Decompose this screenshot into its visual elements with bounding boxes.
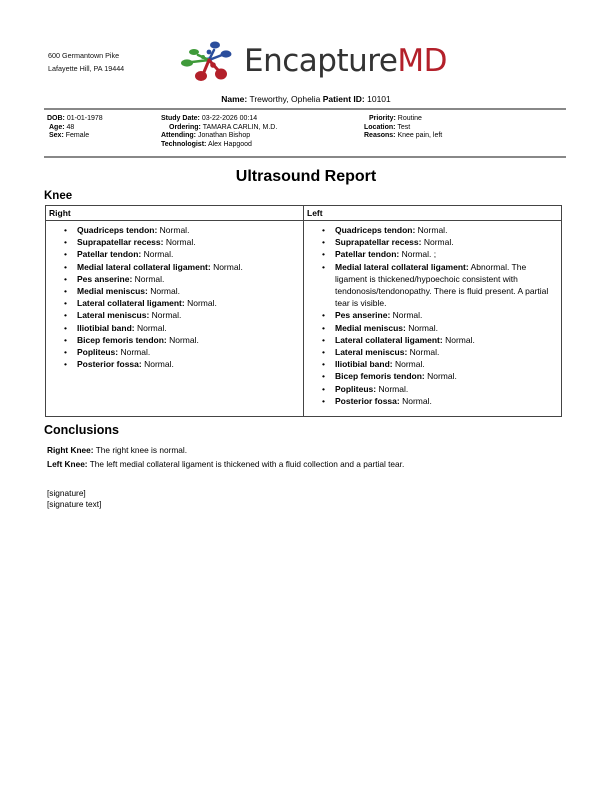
finding-value: Normal. <box>394 359 425 370</box>
conclusions-heading: Conclusions <box>44 423 120 437</box>
finding-label: Popliteus: <box>77 347 119 358</box>
finding-value: Normal. <box>144 359 174 370</box>
finding-value: Normal. <box>134 273 165 284</box>
age-value: 48 <box>66 123 75 131</box>
right-finding-item <box>46 236 299 248</box>
left-finding-item <box>304 395 557 407</box>
priority-row <box>364 115 442 124</box>
right-findings-cell <box>46 221 304 417</box>
encapturemd-logo <box>178 38 448 86</box>
left-finding-item <box>304 236 557 248</box>
right-finding-item <box>46 346 299 358</box>
ordering-row <box>161 124 277 133</box>
signature-placeholder: [signature] <box>47 488 86 498</box>
finding-value: Normal. <box>378 383 409 394</box>
finding-value: Normal. <box>402 395 432 406</box>
finding-value: Normal. <box>427 371 457 382</box>
finding-value: Normal. <box>417 225 448 235</box>
right-finding-item <box>46 273 299 285</box>
left-finding-item <box>304 346 557 358</box>
priority-value: Routine <box>397 115 422 122</box>
finding-value: Normal. <box>213 261 243 272</box>
dob-label: DOB: <box>47 115 65 122</box>
sex-label: Sex: <box>49 132 64 140</box>
finding-value: Normal. <box>423 237 454 248</box>
finding-label: Suprapatellar recess: <box>77 237 164 248</box>
finding-label: Medial meniscus: <box>335 322 406 333</box>
finding-value: Normal. <box>136 322 167 333</box>
dob-value: 01-01-1978 <box>66 115 103 122</box>
technologist-row <box>161 141 277 150</box>
finding-value: Abnormal. The ligament is thickened/hypoechoic consistent with tendonosis/tendonopathy. There is fluid present. A partial tear is visible. <box>335 261 549 309</box>
finding-label: Lateral collateral ligament: <box>335 334 443 345</box>
finding-value: Normal. <box>143 249 174 260</box>
dob-row <box>47 115 103 124</box>
finding-value: Normal. <box>408 322 438 333</box>
technologist-label: Technologist: <box>161 141 207 149</box>
finding-value: Normal. <box>165 237 196 248</box>
right-finding-item <box>46 309 299 321</box>
right-finding-item <box>46 248 299 260</box>
patient-name-line <box>0 94 612 104</box>
sex-value: Female <box>65 132 90 140</box>
conclusion-text: The right knee is normal. <box>95 445 188 455</box>
finding-label: Medial lateral collateral ligament: <box>77 261 211 272</box>
address-line-2: Lafayette Hill, PA 19444 <box>48 64 125 73</box>
technologist-value: Alex Hapgood <box>207 141 252 149</box>
conclusion-label: Left Knee: <box>47 458 88 469</box>
name-label: Name: <box>221 94 248 104</box>
reasons-row <box>364 132 442 141</box>
left-finding-item <box>304 358 557 370</box>
right-finding-item <box>46 224 299 236</box>
order-column <box>364 115 442 141</box>
study-date-label: Study Date: <box>161 115 200 122</box>
left-finding-item <box>304 309 557 321</box>
location-label: Location: <box>364 123 396 131</box>
finding-label: Suprapatellar recess: <box>335 237 422 248</box>
knee-findings-table <box>45 205 562 417</box>
study-date-row <box>161 115 277 124</box>
study-column <box>161 115 277 150</box>
right-finding-item <box>46 334 299 346</box>
report-title: Ultrasound Report <box>235 168 377 185</box>
left-finding-item <box>304 322 557 334</box>
right-findings-list <box>46 224 299 370</box>
finding-value: Normal. <box>445 334 475 345</box>
logo-text-accent: MD <box>397 42 448 79</box>
right-finding-item <box>46 358 299 370</box>
finding-label: Lateral collateral ligament: <box>77 298 185 309</box>
patient-id-label: Patient ID: <box>322 94 365 104</box>
left-finding-item <box>304 383 557 395</box>
right-column-header: Right <box>46 206 304 221</box>
finding-value: Normal. <box>169 334 199 345</box>
finding-label: Iliotibial band: <box>77 322 135 333</box>
finding-value: Normal. <box>409 347 440 358</box>
conclusion-right-knee <box>47 444 404 458</box>
age-label: Age: <box>49 123 65 131</box>
left-column-header: Left <box>304 206 562 221</box>
header-divider-top <box>44 108 566 110</box>
left-finding-item <box>304 370 557 382</box>
finding-value: Normal. <box>187 298 217 309</box>
signature-block <box>47 488 101 510</box>
signature-text-placeholder: [signature text] <box>47 499 102 509</box>
finding-value: Normal. <box>159 225 190 235</box>
attending-value: Jonathan Bishop <box>197 132 251 140</box>
finding-value: Normal. <box>150 286 180 297</box>
left-findings-list <box>304 224 557 407</box>
finding-label: Quadriceps tendon: <box>77 225 158 235</box>
ordering-value: TAMARA CARLIN, M.D. <box>202 123 278 131</box>
logo-wordmark <box>244 42 448 79</box>
logo-text-main: Encapture <box>244 42 398 79</box>
finding-value: Normal. ; <box>401 249 437 260</box>
finding-label: Posterior fossa: <box>77 359 142 370</box>
practice-address <box>48 49 124 75</box>
header-divider-bottom <box>44 156 566 158</box>
reasons-value: Knee pain, left <box>397 132 443 140</box>
priority-label: Priority: <box>369 115 396 122</box>
finding-label: Patellar tendon: <box>335 249 400 260</box>
section-heading-knee: Knee <box>44 190 73 202</box>
attending-label: Attending: <box>161 132 196 140</box>
patient-name: Treworthy, Ophelia <box>249 94 321 104</box>
sex-row <box>47 132 103 141</box>
left-finding-item <box>304 334 557 346</box>
reasons-label: Reasons: <box>364 132 396 140</box>
finding-label: Iliotibial band: <box>335 359 393 370</box>
age-row <box>47 124 103 133</box>
location-row <box>364 124 442 133</box>
attending-row <box>161 132 277 141</box>
conclusion-text: The left medial collateral ligament is thickened with a fluid collection and a partial tear. <box>89 458 405 469</box>
location-value: Test <box>397 123 411 131</box>
ordering-label: Ordering: <box>169 123 201 131</box>
left-finding-item <box>304 261 557 310</box>
finding-label: Lateral meniscus: <box>77 310 150 321</box>
right-finding-item <box>46 285 299 297</box>
left-finding-item <box>304 224 557 236</box>
patient-id: 10101 <box>367 94 391 104</box>
molecule-logo-icon <box>178 38 242 86</box>
conclusion-left-knee <box>47 458 404 472</box>
left-findings-cell <box>304 221 562 417</box>
finding-label: Quadriceps tendon: <box>335 225 416 235</box>
finding-label: Pes anserine: <box>335 310 391 321</box>
finding-label: Pes anserine: <box>77 273 133 284</box>
finding-label: Medial lateral collateral ligament: <box>335 261 469 272</box>
finding-label: Lateral meniscus: <box>335 347 408 358</box>
finding-label: Patellar tendon: <box>77 249 142 260</box>
finding-value: Normal. <box>151 310 182 321</box>
finding-value: Normal. <box>392 310 423 321</box>
demographics-column <box>47 115 103 141</box>
finding-label: Popliteus: <box>335 383 377 394</box>
conclusion-label: Right Knee: <box>47 445 94 455</box>
study-date-value: 03-22-2026 00:14 <box>201 115 258 122</box>
finding-label: Bicep femoris tendon: <box>77 334 167 345</box>
finding-label: Bicep femoris tendon: <box>335 371 425 382</box>
conclusions-block <box>47 444 404 471</box>
right-finding-item <box>46 322 299 334</box>
finding-label: Medial meniscus: <box>77 286 148 297</box>
finding-value: Normal. <box>120 347 151 358</box>
right-finding-item <box>46 297 299 309</box>
finding-label: Posterior fossa: <box>335 395 400 406</box>
address-line-1: 600 Germantown Pike <box>48 51 120 60</box>
left-finding-item <box>304 248 557 260</box>
right-finding-item <box>46 261 299 273</box>
